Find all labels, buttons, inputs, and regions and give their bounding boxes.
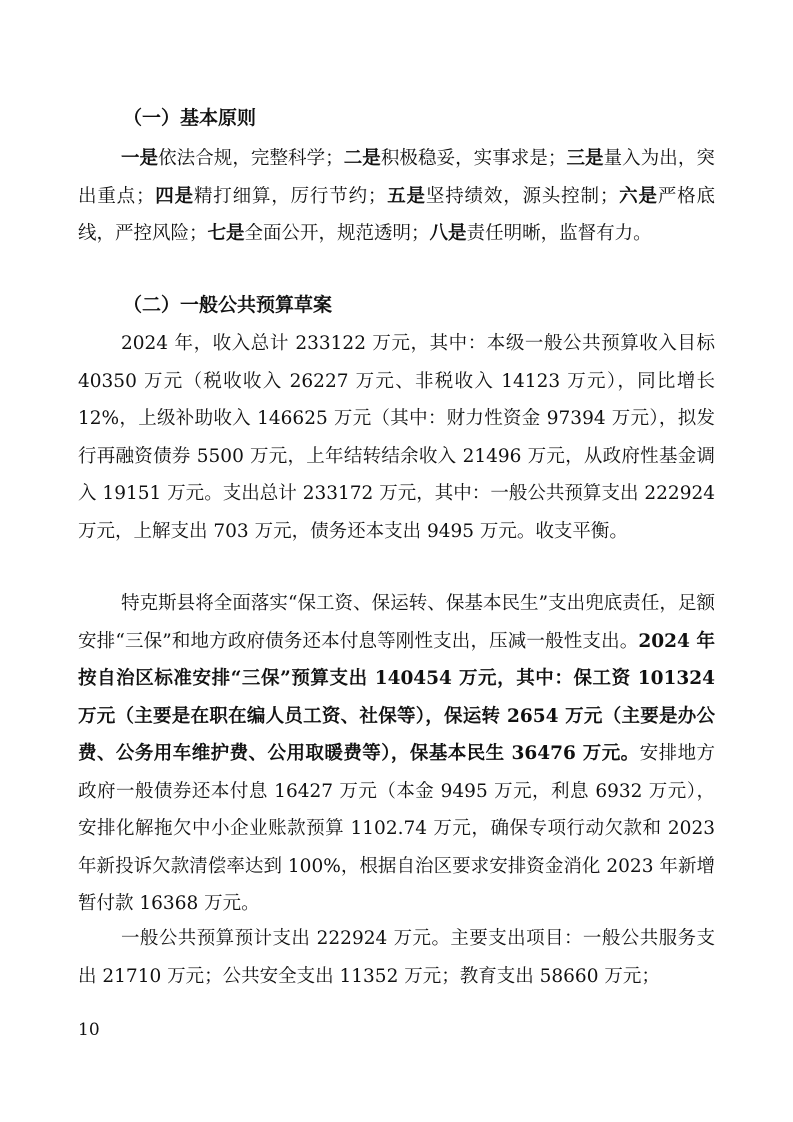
principle-6-text: 严格底线，严控风险；: [78, 185, 715, 244]
principle-4-text: 精打细算，厉行节约；: [193, 185, 387, 207]
expenditure-paragraph: 一般公共预算预计支出 222924 万元。主要支出项目：一般公共服务支出 21710 万元；公共安全支出 11352 万元；教育支出 58660 万元；: [78, 928, 715, 987]
debt-repayment-text: 安排地方政府一般债券还本付息 16427 万元（本金 9495 万元，利息 6932 万元），安排化解拖欠中小企业账款预算 1102.74 万元，确保专项行动欠款和 2023 年新投诉欠款清偿率达到 100%，根据自治区要求安排资金消化 2023 年新增暂付款 16368 万元。: [78, 743, 715, 914]
page-number: 10: [78, 1020, 100, 1040]
principle-5-label: 五是: [386, 185, 426, 207]
three-guarantees-intro: 特克斯县将全面落实“保工资、保运转、保基本民生”支出兜底责任，足额安排“三保”和地方政府债务还本付息等刚性支出，压减一般性支出。: [78, 593, 715, 652]
three-guarantees-bold-text: 2024 年按自治区标准安排“三保”预算支出 140454 万元，其中：保工资 101324 万元（主要是在职在编人员工资、社保等），保运转 2654 万元（主要是办公费、公务用车维护费、公用取暖费等），保基本民生 36476 万元。: [78, 630, 715, 764]
section-heading-basic-principles: （一）基本原则: [123, 107, 257, 129]
principles-paragraph: [78, 140, 715, 253]
section-heading-general-budget: （二）一般公共预算草案: [123, 294, 333, 316]
principle-1-text: 依法合规，完整科学；: [158, 148, 344, 169]
principle-4-label: 四是: [154, 185, 194, 207]
principle-3-text: 量入为出，突出重点；: [78, 148, 715, 207]
three-guarantees-paragraph: [78, 585, 715, 923]
principle-6-label: 六是: [618, 185, 658, 207]
principle-8-label: 八是: [429, 223, 467, 244]
principle-5-text: 坚持绩效，源头控制；: [425, 185, 619, 207]
principle-8-text: 责任明晰，监督有力。: [466, 223, 652, 244]
principle-2-label: 二是: [343, 148, 381, 169]
principle-1-label: 一是: [121, 148, 159, 169]
revenue-paragraph: 2024 年，收入总计 233122 万元，其中：本级一般公共预算收入目标 40350 万元（税收收入 26227 万元、非税收入 14123 万元），同比增长 12%，上级补助收入 146625 万元（其中：财力性资金 97394 万元），拟发行再融资债券 5500 万元，上年结转结余收入 21496 万元，从政府性基金调入 19151 万元。支出总计 233172 万元，其中：一般公共预算支出 222924 万元，上解支出 703 万元，债务还本支出 9495 万元。收支平衡。: [78, 333, 715, 542]
principle-7-text: 全面公开，规范透明；: [244, 223, 430, 244]
principle-7-label: 七是: [207, 223, 245, 244]
principle-2-text: 积极稳妥，实事求是；: [380, 148, 567, 169]
principle-3-label: 三是: [566, 148, 604, 169]
